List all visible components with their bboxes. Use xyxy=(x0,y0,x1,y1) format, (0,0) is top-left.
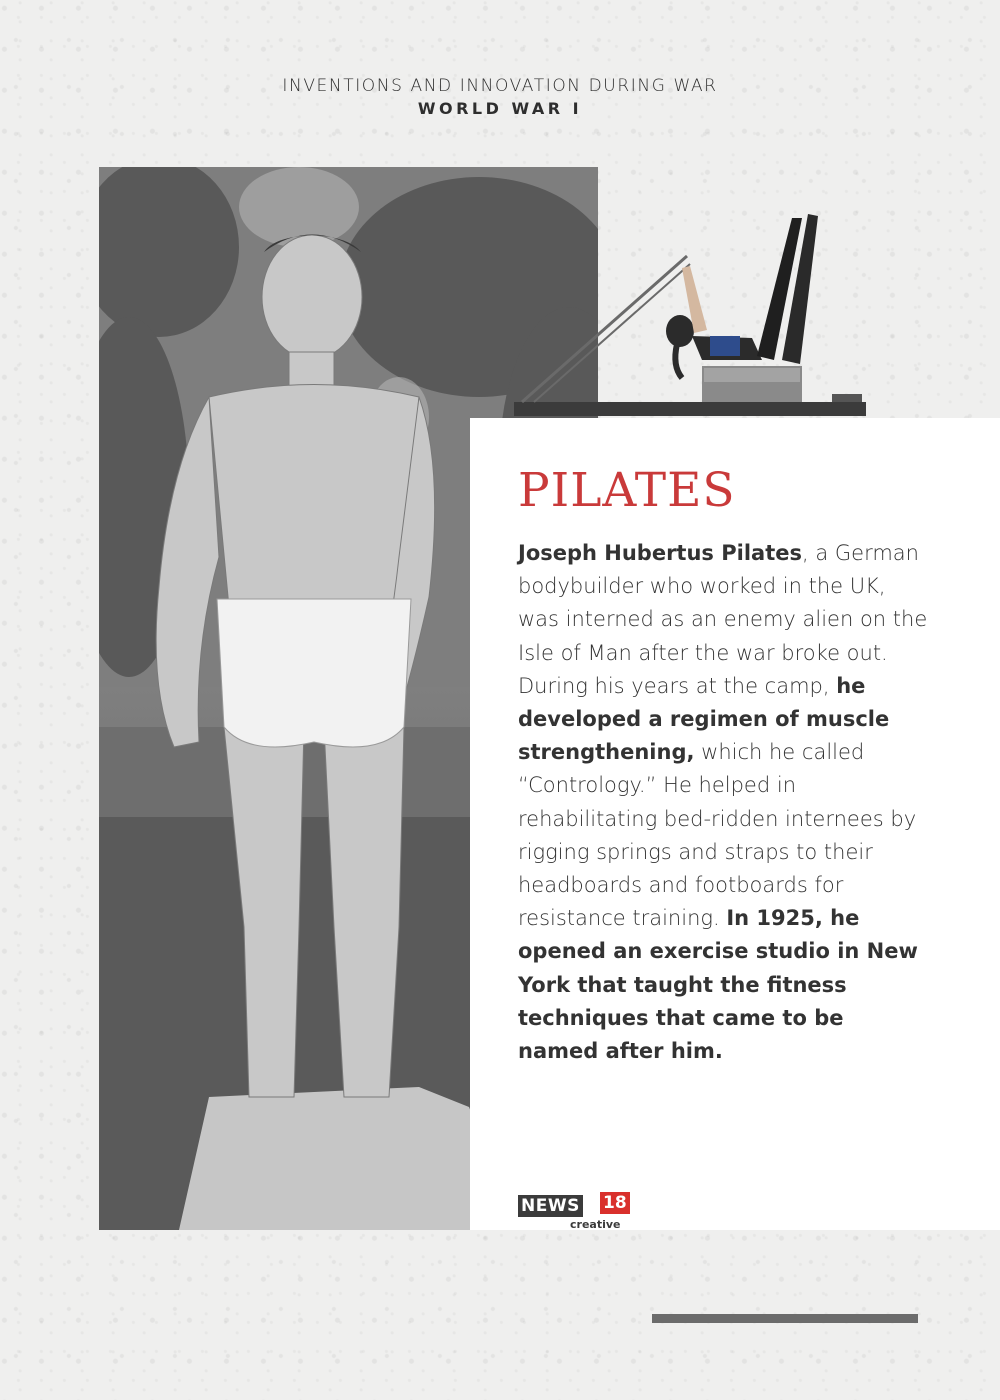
news18-creative-logo xyxy=(518,1192,638,1234)
inventor-name: Joseph Hubertus Pilates xyxy=(518,541,802,565)
header xyxy=(0,76,1000,118)
kicker: INVENTIONS AND INNOVATION DURING WAR xyxy=(282,76,718,96)
reformer-illustration xyxy=(512,188,867,420)
logo-creative: creative xyxy=(570,1218,621,1231)
footer-rule xyxy=(652,1314,918,1323)
article-body xyxy=(518,537,928,1068)
subhead: WORLD WAR I xyxy=(417,99,583,118)
article-title: PILATES xyxy=(518,463,736,518)
logo-news: NEWS xyxy=(518,1195,583,1217)
body-text-2: which he called “Contrology.” He helped in rehabilitating bed-ridden internees by rigging springs and straps to their headboards and footboards for resistance training. xyxy=(518,740,917,931)
body-highlight-2: In 1925, he opened an exercise studio in New York that taught the fitness techniques that came to be named after him. xyxy=(518,906,918,1064)
body-text-1: , a German bodybuilder who worked in the UK, was interned as an enemy alien on the Isle of Man after the war broke out. During his years at the camp, xyxy=(518,541,928,698)
body-highlight-1: he developed a regimen of muscle strengthening, xyxy=(518,673,890,765)
logo-number: 18 xyxy=(600,1192,630,1214)
